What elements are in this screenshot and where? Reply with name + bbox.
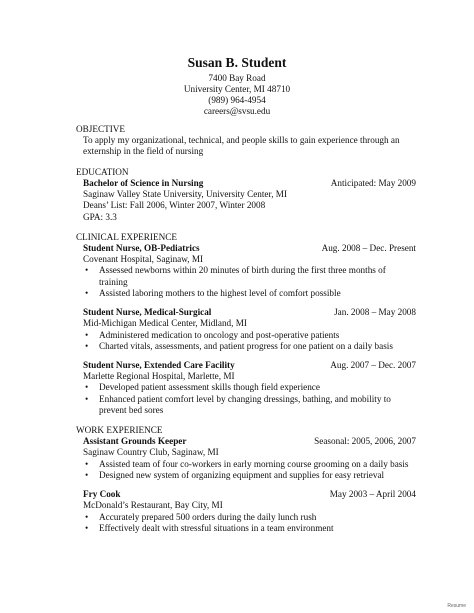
job-heading-row xyxy=(83,360,416,371)
job-heading-row xyxy=(83,307,416,318)
clinical-job xyxy=(76,307,416,352)
candidate-name: Susan B. Student xyxy=(187,55,287,70)
education-section xyxy=(76,167,416,223)
email-line: careers@svsu.edu xyxy=(203,106,271,117)
job-dates: Jan. 2008 – May 2008 xyxy=(334,307,416,318)
bullet-icon: • xyxy=(85,265,89,276)
objective-section xyxy=(76,124,416,158)
deans-list: Deans’ List: Fall 2006, Winter 2007, Winter 2008 xyxy=(83,200,266,211)
resume-body xyxy=(76,124,416,543)
bullet-text: Assisted team of four co-workers in early morning course grooming on a daily basis xyxy=(99,458,409,469)
list-item xyxy=(83,341,416,352)
education-entry xyxy=(76,178,416,223)
job-bullets xyxy=(83,382,416,416)
job-role: Fry Cook xyxy=(83,489,121,500)
work-section xyxy=(76,425,416,534)
work-job xyxy=(76,489,416,534)
job-bullets xyxy=(83,459,416,481)
bullet-text: Assessed newborns within 20 minutes of birth during the first three months of training xyxy=(99,265,386,287)
gpa: GPA: 3.3 xyxy=(83,211,117,222)
bullet-icon: • xyxy=(85,340,89,351)
list-item xyxy=(83,523,416,534)
job-organization: McDonald’s Restaurant, Bay City, MI xyxy=(83,500,223,511)
section-title-education: EDUCATION xyxy=(76,166,129,177)
bullet-text: Accurately prepared 500 orders during the daily lunch rush xyxy=(99,511,317,522)
job-role: Assistant Grounds Keeper xyxy=(83,436,187,447)
school-name: Saginaw Valley State University, University Center, MI xyxy=(83,189,288,200)
job-heading-row xyxy=(83,243,416,254)
watermark-label: Resume xyxy=(447,602,466,609)
list-item xyxy=(83,265,416,287)
section-title-clinical: CLINICAL EXPERIENCE xyxy=(76,231,177,242)
bullet-icon: • xyxy=(85,382,89,393)
job-bullets xyxy=(83,265,416,299)
bullet-text: Effectively dealt with stressful situations in a team environment xyxy=(99,522,334,533)
bullet-icon: • xyxy=(85,329,89,340)
bullet-text: Enhanced patient comfort level by changing dressings, bathing, and mobility to prevent bed sores xyxy=(99,393,391,415)
job-role: Student Nurse, Extended Care Facility xyxy=(83,359,235,370)
phone-line: (989) 964-4954 xyxy=(208,95,266,106)
job-organization: Saginaw Country Club, Saginaw, MI xyxy=(83,447,219,458)
section-title-work: WORK EXPERIENCE xyxy=(76,425,163,436)
job-role: Student Nurse, OB-Pediatrics xyxy=(83,242,200,253)
resume-header xyxy=(0,55,474,117)
job-role: Student Nurse, Medical-Surgical xyxy=(83,307,212,318)
bullet-icon: • xyxy=(85,522,89,533)
education-heading-row xyxy=(83,178,416,189)
bullet-text: Charted vitals, assessments, and patient progress for one patient on a daily basis xyxy=(99,340,393,351)
job-dates: Aug. 2008 – Dec. Present xyxy=(321,242,416,253)
bullet-icon: • xyxy=(85,458,89,469)
bullet-icon: • xyxy=(85,287,89,298)
clinical-job xyxy=(76,243,416,299)
address-line: 7400 Bay Road xyxy=(208,73,266,84)
bullet-text: Administered medication to oncology and post-operative patients xyxy=(99,329,340,340)
clinical-job xyxy=(76,360,416,416)
bullet-text: Developed patient assessment skills though field experience xyxy=(99,382,320,393)
job-organization: Marlette Regional Hospital, Marlette, MI xyxy=(83,371,235,382)
work-job xyxy=(76,436,416,481)
degree-date: Anticipated: May 2009 xyxy=(330,177,416,188)
list-item xyxy=(83,382,416,393)
city-line: University Center, MI 48710 xyxy=(183,84,291,95)
bullet-icon: • xyxy=(85,393,89,404)
job-heading-row xyxy=(83,436,416,447)
list-item xyxy=(83,330,416,341)
job-organization: Mid-Michigan Medical Center, Midland, MI xyxy=(83,318,247,329)
job-heading-row xyxy=(83,489,416,500)
list-item xyxy=(83,459,416,470)
list-item xyxy=(83,512,416,523)
job-bullets xyxy=(83,512,416,534)
list-item xyxy=(83,394,416,416)
job-dates: Seasonal: 2005, 2006, 2007 xyxy=(314,436,416,447)
section-title-objective: OBJECTIVE xyxy=(76,124,125,134)
bullet-text: Assisted laboring mothers to the highest level of comfort possible xyxy=(99,287,341,298)
job-dates: Aug. 2007 – Dec. 2007 xyxy=(330,359,416,370)
bullet-text: Designed new system of organizing equipment and supplies for easy retrieval xyxy=(99,469,385,480)
job-dates: May 2003 – April 2004 xyxy=(329,489,416,500)
bullet-icon: • xyxy=(85,469,89,480)
job-bullets xyxy=(83,330,416,352)
objective-text: To apply my organizational, technical, and people skills to gain experience through an externship in the field of nursing xyxy=(83,135,400,157)
job-organization: Covenant Hospital, Saginaw, MI xyxy=(83,254,204,265)
bullet-icon: • xyxy=(85,511,89,522)
list-item xyxy=(83,470,416,481)
degree-title: Bachelor of Science in Nursing xyxy=(83,177,204,188)
clinical-section xyxy=(76,232,416,416)
list-item xyxy=(83,288,416,299)
